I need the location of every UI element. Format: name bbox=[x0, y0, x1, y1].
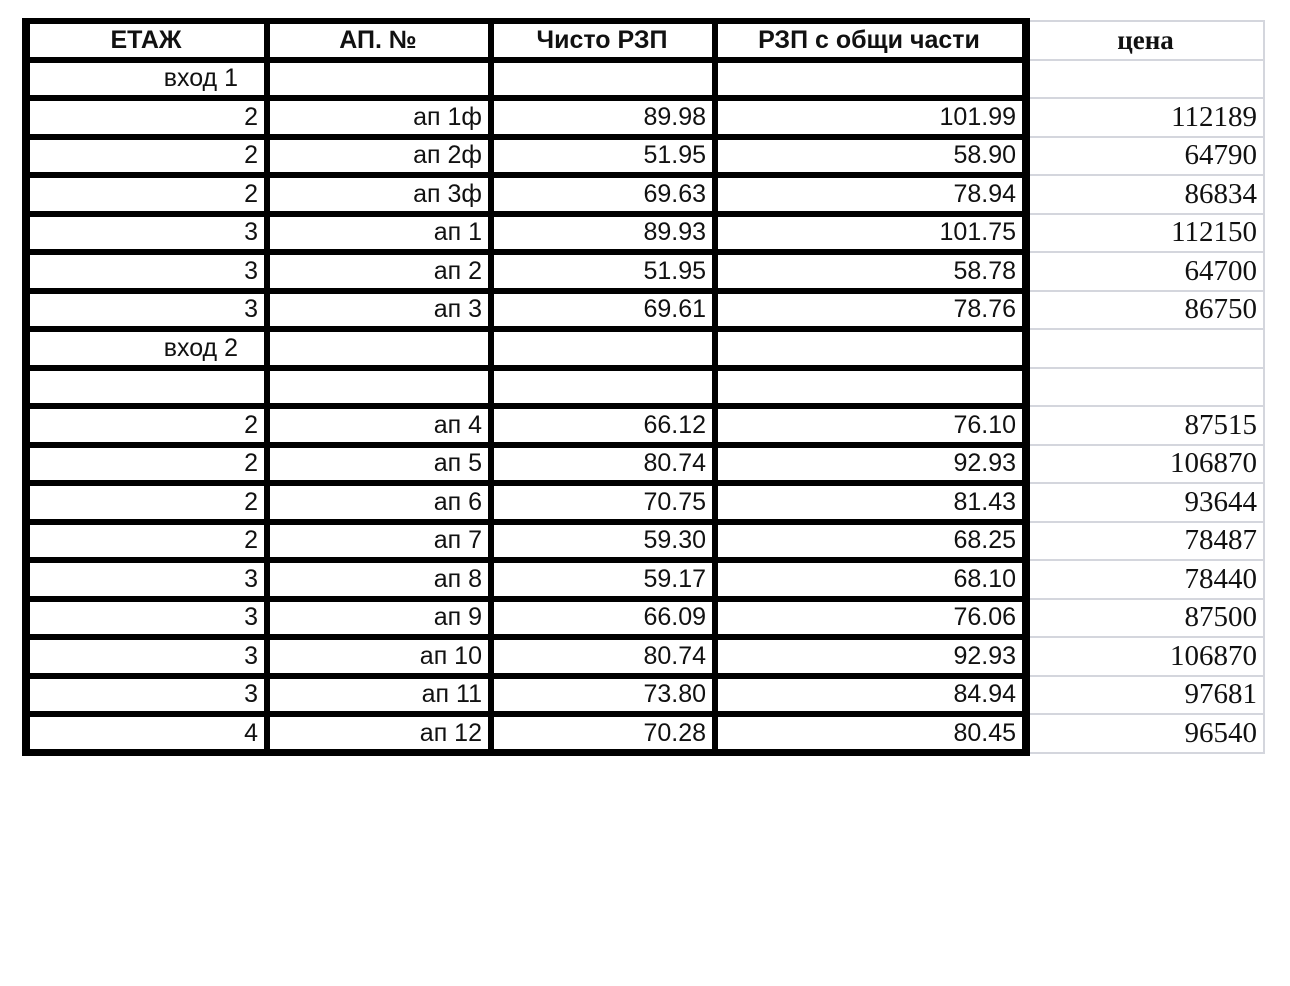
table-row bbox=[26, 60, 1264, 99]
header-floor: ЕТАЖ bbox=[26, 21, 267, 60]
table-row bbox=[26, 714, 1264, 753]
cell-price: 78440 bbox=[1026, 560, 1264, 599]
table-row bbox=[26, 175, 1264, 214]
cell-net-area: 51.95 bbox=[491, 252, 715, 291]
cell-gross-area: 68.25 bbox=[715, 522, 1026, 561]
cell-apartment: ап 2 bbox=[267, 252, 491, 291]
cell-floor: 3 bbox=[26, 252, 267, 291]
cell-gross-area: 76.06 bbox=[715, 599, 1026, 638]
cell-apartment bbox=[267, 60, 491, 99]
table-row bbox=[26, 329, 1264, 368]
apartments-table bbox=[22, 18, 1265, 756]
cell-gross-area: 78.94 bbox=[715, 175, 1026, 214]
cell-gross-area: 84.94 bbox=[715, 676, 1026, 715]
cell-floor: вход 1 bbox=[26, 60, 267, 99]
cell-net-area: 69.61 bbox=[491, 291, 715, 330]
cell-price bbox=[1026, 329, 1264, 368]
cell-net-area: 59.17 bbox=[491, 560, 715, 599]
cell-price: 87515 bbox=[1026, 406, 1264, 445]
table-row bbox=[26, 368, 1264, 407]
table-row bbox=[26, 483, 1264, 522]
cell-floor: 4 bbox=[26, 714, 267, 753]
header-apartment: АП. № bbox=[267, 21, 491, 60]
cell-price: 106870 bbox=[1026, 637, 1264, 676]
cell-net-area: 69.63 bbox=[491, 175, 715, 214]
cell-apartment: ап 9 bbox=[267, 599, 491, 638]
cell-net-area: 59.30 bbox=[491, 522, 715, 561]
cell-apartment bbox=[267, 329, 491, 368]
cell-price: 64790 bbox=[1026, 137, 1264, 176]
cell-apartment bbox=[267, 368, 491, 407]
header-gross-area: РЗП с общи части bbox=[715, 21, 1026, 60]
cell-price: 87500 bbox=[1026, 599, 1264, 638]
header-row bbox=[26, 21, 1264, 60]
header-net-area: Чисто РЗП bbox=[491, 21, 715, 60]
cell-price: 64700 bbox=[1026, 252, 1264, 291]
cell-apartment: ап 5 bbox=[267, 445, 491, 484]
cell-floor bbox=[26, 368, 267, 407]
cell-gross-area: 101.99 bbox=[715, 98, 1026, 137]
cell-gross-area: 92.93 bbox=[715, 445, 1026, 484]
cell-gross-area bbox=[715, 60, 1026, 99]
cell-gross-area bbox=[715, 329, 1026, 368]
table-row bbox=[26, 406, 1264, 445]
cell-gross-area: 81.43 bbox=[715, 483, 1026, 522]
cell-net-area bbox=[491, 329, 715, 368]
cell-price: 93644 bbox=[1026, 483, 1264, 522]
cell-gross-area: 80.45 bbox=[715, 714, 1026, 753]
table-row bbox=[26, 676, 1264, 715]
cell-price bbox=[1026, 60, 1264, 99]
header-price: цена bbox=[1026, 21, 1264, 60]
cell-net-area bbox=[491, 368, 715, 407]
cell-price: 96540 bbox=[1026, 714, 1264, 753]
cell-gross-area: 68.10 bbox=[715, 560, 1026, 599]
cell-gross-area: 58.78 bbox=[715, 252, 1026, 291]
cell-net-area bbox=[491, 60, 715, 99]
cell-price: 97681 bbox=[1026, 676, 1264, 715]
cell-net-area: 80.74 bbox=[491, 637, 715, 676]
cell-price: 86834 bbox=[1026, 175, 1264, 214]
cell-net-area: 70.75 bbox=[491, 483, 715, 522]
cell-floor: 3 bbox=[26, 291, 267, 330]
cell-gross-area: 58.90 bbox=[715, 137, 1026, 176]
cell-apartment: ап 3 bbox=[267, 291, 491, 330]
cell-floor: 3 bbox=[26, 599, 267, 638]
apartments-table-body bbox=[26, 21, 1264, 753]
cell-floor: 2 bbox=[26, 522, 267, 561]
cell-floor: 2 bbox=[26, 98, 267, 137]
cell-price: 106870 bbox=[1026, 445, 1264, 484]
table-row bbox=[26, 214, 1264, 253]
cell-apartment: ап 7 bbox=[267, 522, 491, 561]
table-row bbox=[26, 291, 1264, 330]
cell-floor: вход 2 bbox=[26, 329, 267, 368]
cell-floor: 2 bbox=[26, 175, 267, 214]
cell-net-area: 73.80 bbox=[491, 676, 715, 715]
table-row bbox=[26, 599, 1264, 638]
cell-apartment: ап 2ф bbox=[267, 137, 491, 176]
cell-net-area: 70.28 bbox=[491, 714, 715, 753]
cell-apartment: ап 4 bbox=[267, 406, 491, 445]
cell-net-area: 51.95 bbox=[491, 137, 715, 176]
cell-price bbox=[1026, 368, 1264, 407]
cell-gross-area: 101.75 bbox=[715, 214, 1026, 253]
table-row bbox=[26, 137, 1264, 176]
cell-price: 112150 bbox=[1026, 214, 1264, 253]
cell-floor: 2 bbox=[26, 483, 267, 522]
cell-apartment: ап 8 bbox=[267, 560, 491, 599]
cell-apartment: ап 12 bbox=[267, 714, 491, 753]
cell-gross-area bbox=[715, 368, 1026, 407]
cell-price: 112189 bbox=[1026, 98, 1264, 137]
cell-net-area: 66.12 bbox=[491, 406, 715, 445]
cell-floor: 2 bbox=[26, 137, 267, 176]
table-row bbox=[26, 560, 1264, 599]
cell-gross-area: 92.93 bbox=[715, 637, 1026, 676]
cell-apartment: ап 1 bbox=[267, 214, 491, 253]
cell-apartment: ап 11 bbox=[267, 676, 491, 715]
cell-apartment: ап 1ф bbox=[267, 98, 491, 137]
cell-net-area: 89.93 bbox=[491, 214, 715, 253]
table-row bbox=[26, 522, 1264, 561]
cell-price: 78487 bbox=[1026, 522, 1264, 561]
cell-floor: 2 bbox=[26, 445, 267, 484]
cell-net-area: 89.98 bbox=[491, 98, 715, 137]
table-row bbox=[26, 98, 1264, 137]
cell-floor: 3 bbox=[26, 676, 267, 715]
cell-floor: 3 bbox=[26, 560, 267, 599]
cell-gross-area: 76.10 bbox=[715, 406, 1026, 445]
cell-floor: 2 bbox=[26, 406, 267, 445]
cell-net-area: 80.74 bbox=[491, 445, 715, 484]
cell-gross-area: 78.76 bbox=[715, 291, 1026, 330]
cell-price: 86750 bbox=[1026, 291, 1264, 330]
table-row bbox=[26, 637, 1264, 676]
cell-apartment: ап 10 bbox=[267, 637, 491, 676]
cell-net-area: 66.09 bbox=[491, 599, 715, 638]
table-row bbox=[26, 445, 1264, 484]
table-row bbox=[26, 252, 1264, 291]
cell-apartment: ап 6 bbox=[267, 483, 491, 522]
cell-floor: 3 bbox=[26, 637, 267, 676]
cell-floor: 3 bbox=[26, 214, 267, 253]
cell-apartment: ап 3ф bbox=[267, 175, 491, 214]
